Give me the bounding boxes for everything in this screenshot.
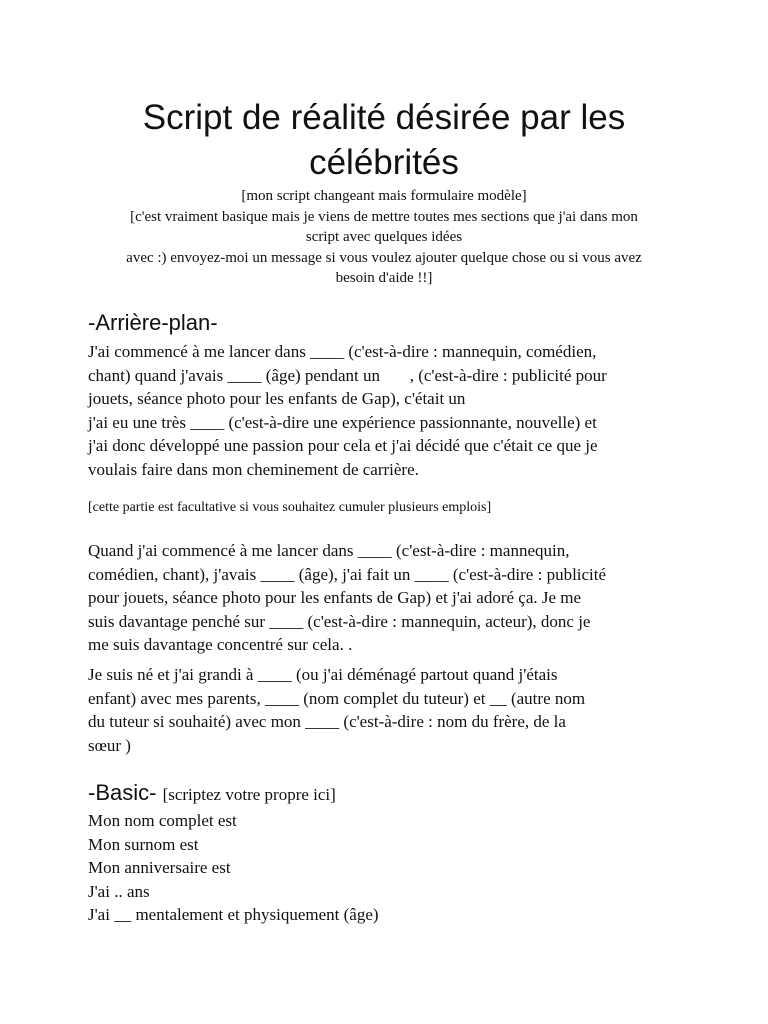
intro-line: [mon script changeant mais formulaire modèle]	[241, 188, 527, 204]
title-line-2: célébrités	[309, 143, 459, 182]
intro-line: [c'est vraiment basique mais je viens de mettre toutes mes sections que j'ai dans mon	[130, 208, 638, 225]
basic-line: Mon surnom est	[88, 834, 199, 854]
basic-line: Mon nom complet est	[88, 811, 237, 830]
text-line: voulais faire dans mon cheminement de carrière.	[88, 459, 419, 479]
text-line: Quand j'ai commencé à me lancer dans ____ (c'est-à-dire : mannequin,	[88, 541, 570, 560]
intro-line: avec :) envoyez-moi un message si vous voulez ajouter quelque chose ou si vous avez	[126, 249, 642, 266]
document-title	[100, 95, 668, 185]
basic-heading-aside: [scriptez votre propre ici]	[162, 785, 336, 804]
text-line: sœur )	[88, 735, 131, 755]
background-paragraph-3	[88, 663, 688, 757]
background-paragraph-1	[88, 340, 688, 481]
basic-line: J'ai __ mentalement et physiquement (âge)	[88, 905, 379, 924]
basic-heading-label: -Basic-	[88, 780, 157, 805]
background-paragraph-2	[88, 539, 688, 657]
title-line-1: Script de réalité désirée par les	[142, 98, 626, 137]
basic-list	[88, 809, 688, 927]
text-line: comédien, chant), j'avais ____ (âge), j'ai fait un ____ (c'est-à-dire : publicité	[88, 564, 607, 584]
intro-line: besoin d'aide !!]	[335, 270, 433, 286]
text-line: suis davantage penché sur ____ (c'est-à-dire : mannequin, acteur), donc je	[88, 611, 591, 631]
basic-line: J'ai .. ans	[88, 881, 150, 901]
basic-line: Mon anniversaire est	[88, 858, 231, 877]
background-heading: -Arrière-plan-	[88, 310, 218, 335]
text-line: J'ai commencé à me lancer dans ____ (c'est-à-dire : mannequin, comédien,	[88, 342, 597, 361]
text-line: pour jouets, séance photo pour les enfants de Gap) et j'ai adoré ça. Je me	[88, 588, 582, 607]
text-line: Je suis né et j'ai grandi à ____ (ou j'ai déménagé partout quand j'étais	[88, 665, 558, 684]
text-line: j'ai eu une très ____ (c'est-à-dire une expérience passionnante, nouvelle) et	[88, 412, 597, 432]
optional-note: [cette partie est facultative si vous souhaitez cumuler plusieurs emplois]	[88, 500, 492, 515]
text-line: enfant) avec mes parents, ____ (nom complet du tuteur) et __ (autre nom	[88, 688, 586, 708]
basic-heading	[88, 780, 336, 806]
intro-line: script avec quelques idées	[305, 229, 463, 245]
intro-note	[88, 186, 680, 289]
text-line: chant) quand j'avais ____ (âge) pendant un , (c'est-à-dire : publicité pour	[88, 365, 607, 385]
text-line: du tuteur si souhaité) avec mon ____ (c'est-à-dire : nom du frère, de la	[88, 712, 566, 731]
text-line: j'ai donc développé une passion pour cela et j'ai décidé que c'était ce que je	[88, 436, 598, 455]
text-line: me suis davantage concentré sur cela. .	[88, 635, 353, 654]
text-line: jouets, séance photo pour les enfants de Gap), c'était un	[88, 389, 466, 408]
